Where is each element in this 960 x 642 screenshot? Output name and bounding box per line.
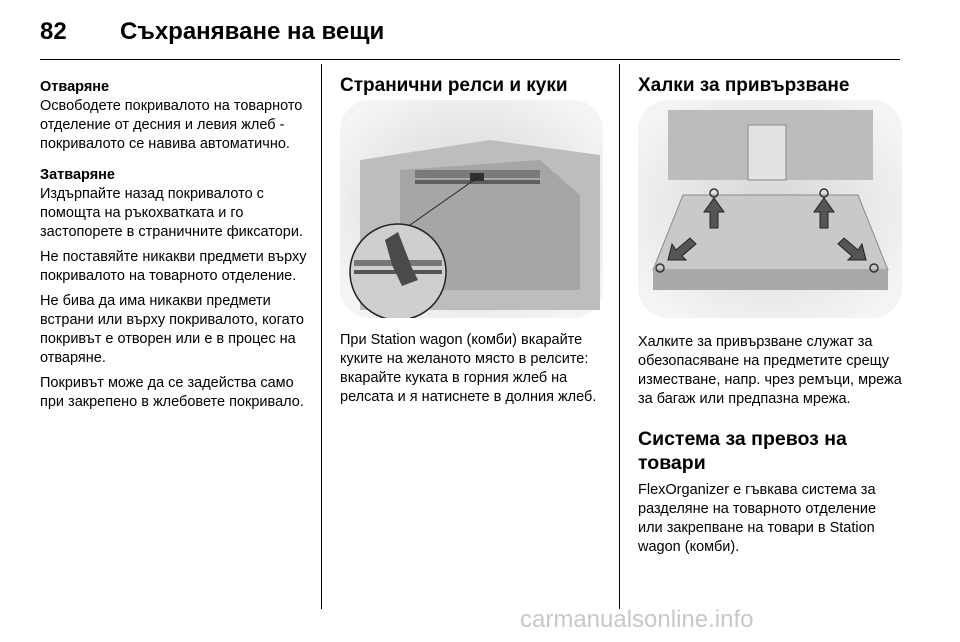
side-rails-hooks-figure (340, 100, 603, 318)
close-text: Издърпайте назад покривалото с помощта на ръкохватката и го застопорете в страничните фиксатори. (40, 186, 303, 240)
open-heading: Отваряне (40, 79, 110, 95)
column-middle (340, 64, 605, 98)
paragraph-no-objects: Не поставяйте никакви предмети върху покривалото на товарното отделение. (40, 249, 307, 284)
column-divider-1 (321, 64, 322, 609)
watermark: carmanualsonline.info (520, 606, 754, 633)
column-divider-2 (619, 64, 620, 609)
close-heading: Затваряне (40, 167, 115, 183)
section-title-rails: Странични релси и куки (340, 75, 568, 96)
header-rule (40, 59, 900, 60)
rails-caption: При Station wagon (комби) вкарайте куките на желаното място в релсите: вкарайте куката в горния жлеб на релсата и я натиснете в долния жлеб. (340, 332, 597, 405)
page-number: 82 (40, 18, 67, 45)
paragraph-no-objects-beside: Не бива да има никакви предмети встрани или върху покривалото, когато покривът е отворен или е в процес на отваряне. (40, 293, 304, 366)
section-title-tie-downs: Халки за привързване (638, 75, 850, 96)
rails-caption-block (340, 331, 608, 413)
load-system-text: FlexOrganizer е гъвкава система за разделяне на товарното отделение или закрепване на товари в Station wagon (комби). (638, 482, 877, 555)
paragraph-cover-secured: Покривът може да се задейства само при закрепено в жлебовете покривало. (40, 375, 304, 410)
column-left (40, 64, 310, 418)
tie-downs-caption-block (638, 333, 904, 563)
open-text: Освободете покривалото на товарното отделение от десния и левия жлеб - покривалото се навива автоматично. (40, 98, 303, 152)
column-right (638, 64, 903, 98)
tie-downs-caption: Халките за привързване служат за обезопасяване на предметите срещу изместване, напр. чрез ремъци, мрежа за багаж или предпазна мрежа. (638, 334, 902, 407)
section-title-load-system: Система за превоз на товари (638, 428, 847, 474)
page-header (40, 16, 900, 48)
page-title: Съхраняване на вещи (120, 18, 385, 45)
tie-down-eyes-figure (638, 100, 902, 318)
